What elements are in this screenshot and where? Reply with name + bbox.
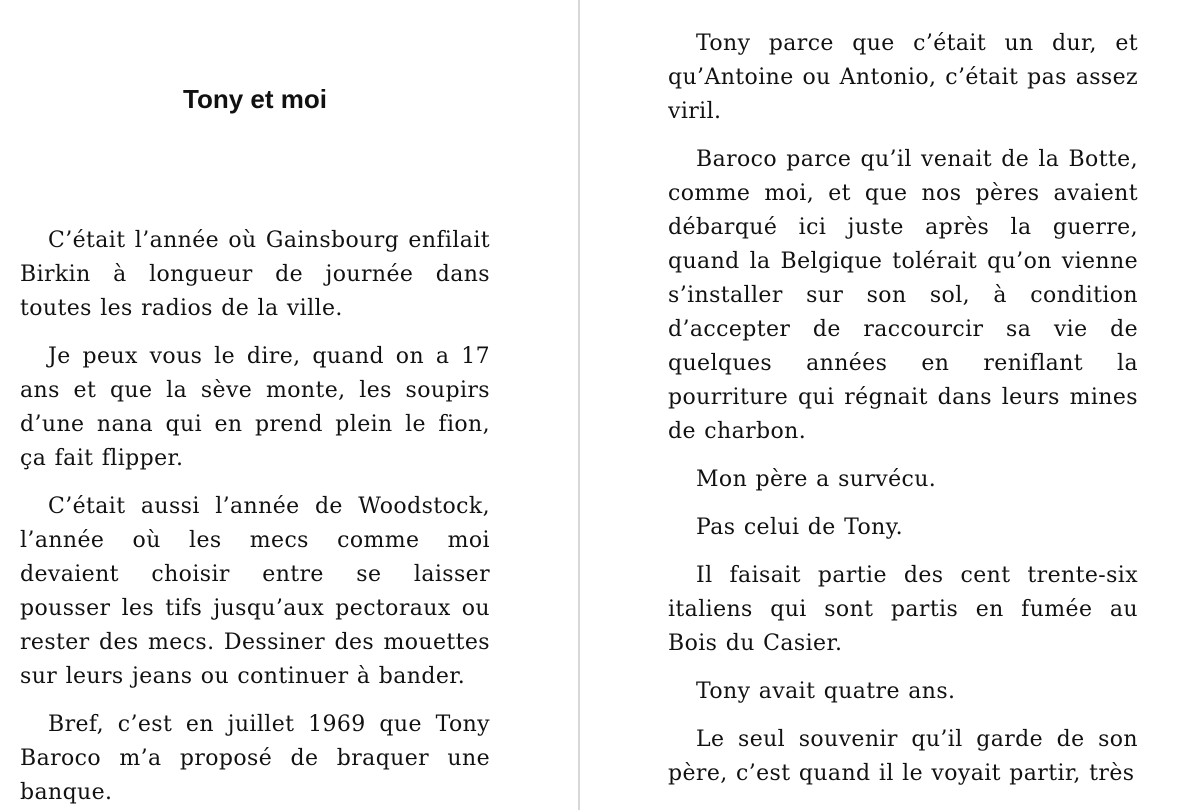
paragraph: Bref, c’est en juillet 1969 que Tony Baroco m’a proposé de braquer une banque. [20,712,490,805]
right-page [668,0,1138,810]
page-divider [578,0,580,810]
paragraph: Le seul souvenir qu’il garde de son père, c’est quand il le voyait partir, très [668,727,1138,786]
paragraph: Tony avait quatre ans. [696,679,956,704]
paragraph: C’était l’année où Gainsbourg enfilait Birkin à longueur de journée dans toutes les radios de la ville. [20,228,490,321]
paragraph: Je peux vous le dire, quand on a 17 ans et que la sève monte, les soupirs d’une nana qui en prend plein le fion, ça fait flipper. [20,344,490,471]
left-page [20,0,490,810]
paragraph: Mon père a survécu. [696,467,937,492]
paragraph: Il faisait partie des cent trente-six italiens qui sont partis en fumée au Bois du Casier. [668,563,1138,656]
paragraph: Baroco parce qu’il venait de la Botte, comme moi, et que nos pères avaient débarqué ici juste après la guerre, quand la Belgique tolérait qu’on vienne s’installer sur son sol, à condition d’accepter de raccourcir sa vie de quelques années en reniflant la pourriture qui régnait dans leurs mines de charbon. [668,147,1138,444]
paragraph: Tony parce que c’était un dur, et qu’Antoine ou Antonio, c’était pas assez viril. [668,31,1138,124]
left-page-text [20,224,490,810]
paragraph: C’était aussi l’année de Woodstock, l’année où les mecs comme moi devaient choisir entre se laisser pousser les tifs jusqu’aux pectoraux ou rester des mecs. Dessiner des mouettes sur leurs jeans ou continuer à bander. [20,494,490,689]
chapter-title: Tony et moi [183,84,327,114]
paragraph: Pas celui de Tony. [696,515,903,540]
right-page-text [668,27,1138,805]
